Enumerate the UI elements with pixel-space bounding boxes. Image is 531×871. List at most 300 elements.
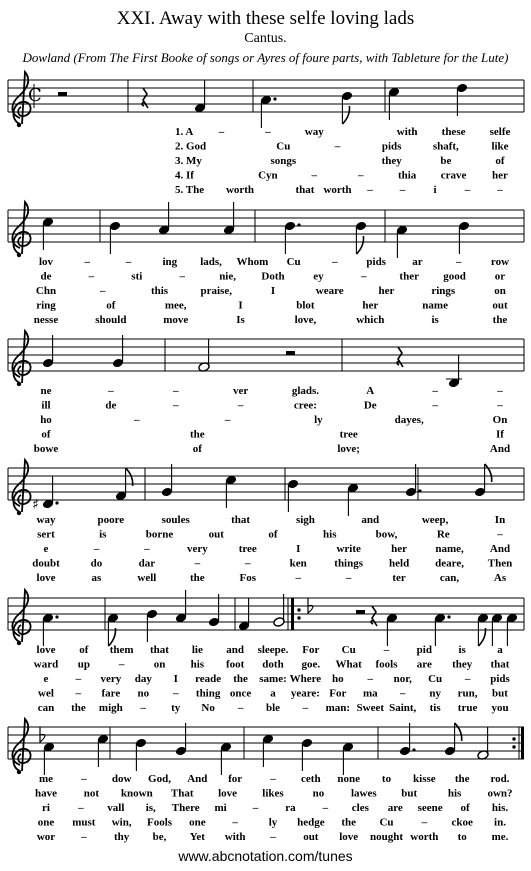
lyric-syllable: likes (262, 787, 284, 800)
lyric-syllable: that (150, 644, 169, 656)
lyric-syllable: no (312, 787, 325, 800)
repeat-dot (297, 608, 300, 611)
lyric-syllable: lov (38, 256, 54, 268)
lyric-syllable: I (238, 299, 243, 312)
lyric-syllable: reade (195, 673, 222, 685)
lyric-syllable: out (303, 831, 319, 843)
lyric-syllable: mi (214, 802, 227, 814)
lyric-syllable: to (457, 831, 467, 843)
lyric-syllable: e (43, 673, 49, 685)
note-flag (455, 723, 462, 741)
note-dot (412, 748, 415, 751)
lyric-syllable: move (163, 314, 189, 326)
lyric-syllable: i (433, 184, 437, 196)
lyric-syllable: a (497, 644, 503, 656)
quarter-rest (371, 606, 377, 626)
lyric-syllable: – (432, 385, 438, 397)
lyric-syllable: way (304, 126, 324, 138)
note-flag (356, 236, 363, 254)
lyric-syllable: me. (491, 831, 509, 843)
note-flag (342, 106, 349, 124)
treble-clef-tail (17, 641, 21, 645)
lyric-syllable: lawes (350, 787, 377, 800)
lyric-syllable: I (173, 673, 178, 685)
lyric-syllable: seene (417, 802, 443, 814)
lyric-syllable: but (492, 687, 508, 700)
lyric-syllable: me (38, 773, 54, 785)
lyric-syllable: day (134, 673, 152, 685)
lyric-syllable: and (361, 514, 380, 526)
flat-sign (308, 598, 313, 613)
lyric-syllable: In (494, 514, 506, 526)
lyric-syllable: – (81, 773, 87, 785)
lyric-syllable: ma (362, 687, 378, 700)
lyric-syllable: the (233, 673, 248, 685)
repeat-dot (512, 737, 515, 740)
lyric-syllable: – (399, 687, 406, 700)
note-dot (418, 489, 421, 492)
lyric-syllable: or (494, 270, 506, 283)
lyric-syllable: ring (36, 299, 56, 312)
lyric-syllable: Doth (261, 270, 285, 283)
lyric-syllable: – (345, 572, 352, 584)
half-rest (286, 351, 295, 355)
lyric-syllable: a (270, 687, 276, 700)
lyric-syllable: pids (366, 256, 386, 268)
lyric-syllable: ther (399, 270, 419, 283)
lyric-syllable: pid (416, 644, 432, 656)
lyric-syllable: own? (487, 787, 513, 800)
lyric-syllable: 1. A (175, 126, 194, 138)
repeat-thick-bar (291, 598, 294, 630)
lyric-syllable: Whom (236, 256, 269, 268)
lyric-syllable: they (452, 658, 473, 671)
lyric-syllable: Fools (146, 816, 173, 829)
lyric-syllable: I (296, 543, 301, 555)
lyric-syllable: Chn (35, 285, 57, 297)
lyric-syllable: but (401, 787, 418, 800)
quarter-rest (397, 347, 403, 367)
lyric-syllable: must (72, 816, 96, 829)
lyric-syllable: tree (339, 428, 358, 441)
lyric-syllable: wor (36, 831, 56, 843)
lyric-syllable: of (460, 802, 470, 814)
treble-clef-tail (17, 770, 21, 774)
lyric-syllable: – (224, 414, 231, 426)
lyric-syllable: migh (98, 702, 123, 714)
lyric-syllable: On (492, 414, 508, 426)
lyric-syllable: his (190, 658, 205, 671)
lyric-syllable: – (78, 802, 84, 814)
note-dot (273, 97, 276, 100)
lyric-syllable: on (153, 658, 166, 671)
lyric-syllable: ver (232, 385, 249, 397)
part-name: Cantus. (244, 31, 287, 46)
note-dot (55, 615, 58, 618)
lyric-syllable: God, (148, 773, 171, 785)
note-dot (447, 615, 450, 618)
lyric-syllable: one (37, 816, 55, 829)
lyric-syllable: to (381, 773, 392, 785)
lyric-syllable: borne (145, 528, 174, 541)
lyric-syllable: ly (268, 816, 278, 829)
lyric-syllable: is (458, 644, 466, 656)
tune-title: XXI. Away with these selfe loving lads (116, 8, 415, 29)
lyric-syllable: blot (296, 299, 315, 312)
treble-clef-tail (17, 511, 21, 515)
lyric-syllable: – (497, 184, 503, 196)
lyric-syllable: name, (435, 543, 464, 555)
treble-clef-tail (17, 253, 21, 257)
lyric-syllable: – (252, 802, 259, 814)
lyric-syllable: What (335, 658, 362, 671)
repeat-dot (512, 745, 515, 748)
lyric-syllable: ward (33, 658, 59, 671)
lyric-syllable: weep, (421, 514, 449, 526)
lyric-syllable: – (93, 543, 100, 555)
lyric-syllable: her (391, 543, 408, 555)
treble-clef-tail (17, 382, 21, 386)
lyric-syllable: that (231, 514, 251, 526)
lyric-syllable: the (189, 428, 205, 441)
lyric-syllable: write (336, 543, 361, 555)
lyric-syllable: dar (138, 557, 156, 570)
lyric-syllable: worth (323, 184, 352, 196)
lyric-syllable: cles (351, 802, 369, 814)
lyric-syllable: de (105, 399, 117, 412)
lyric-syllable: Cu (379, 816, 394, 829)
lyric-syllable: I (270, 285, 276, 297)
lyric-syllable: 5. The (175, 184, 205, 196)
lyric-syllable: no (137, 687, 150, 700)
lyric-syllable: worth (225, 184, 255, 196)
footer-url[interactable]: www.abcnotation.com/tunes (178, 848, 353, 864)
lyric-syllable: can, (439, 572, 460, 584)
lyric-syllable: – (361, 270, 367, 283)
lyric-syllable: of (41, 428, 51, 441)
repeat-dot (297, 616, 300, 619)
lyric-syllable: Cu (286, 256, 301, 268)
lyric-syllable: same: (259, 673, 287, 685)
lyric-syllable: – (270, 831, 276, 843)
lyric-syllable: And (489, 443, 511, 455)
lyric-syllable: his (323, 528, 337, 541)
lyric-syllable: deare, (435, 557, 464, 570)
lyric-syllable: dayes, (394, 414, 424, 426)
lyric-syllable: – (140, 702, 147, 714)
staff-system-5 (8, 590, 524, 714)
lyric-syllable: the (189, 572, 205, 584)
lyric-syllable: Fos (239, 572, 257, 584)
lyric-syllable: hedge (297, 816, 325, 829)
lyric-syllable: dow (111, 773, 132, 785)
lyric-syllable: Cu (276, 140, 291, 153)
lyric-syllable: rod. (490, 773, 510, 785)
staff-system-4 (8, 460, 524, 584)
lyric-syllable: of (79, 644, 89, 656)
half-rest (356, 610, 365, 614)
staff-system-1 (8, 72, 524, 196)
lyric-syllable: songs (270, 155, 297, 167)
lyric-syllable: ken (289, 557, 307, 570)
lyric-syllable: nesse (33, 314, 59, 326)
lyric-syllable: rings (431, 285, 456, 297)
lyric-syllable: Is (236, 314, 245, 326)
lyric-syllable: 3. My (175, 155, 202, 167)
lyric-syllable: is (99, 528, 107, 541)
lyric-syllable: name (422, 299, 448, 312)
lyric-syllable: 4. If (175, 169, 194, 182)
lyric-syllable: – (81, 831, 87, 843)
lyric-syllable: have (35, 787, 57, 800)
lyric-syllable: 2. God (175, 140, 207, 153)
lyric-syllable: which (356, 314, 385, 326)
lyric-syllable: with (224, 831, 246, 843)
lyric-syllable: crave (440, 169, 467, 182)
lyric-syllable: – (179, 270, 185, 283)
note-flag (485, 464, 492, 482)
lyric-syllable: Yet (189, 831, 205, 843)
lyric-syllable: for (228, 773, 243, 785)
note-flag (126, 468, 133, 486)
lyric-syllable: very (100, 673, 122, 685)
lyric-syllable: For (302, 644, 320, 656)
lyric-syllable: Re (436, 528, 450, 541)
lyric-syllable: – (172, 385, 179, 397)
lyric-syllable: ra (285, 802, 296, 814)
lyric-syllable: For (329, 687, 347, 700)
lyric-syllable: Where (289, 673, 322, 685)
lyric-syllable: doubt (32, 557, 60, 570)
lyric-syllable: out (492, 299, 508, 312)
lyric-syllable: not (83, 787, 100, 800)
lyric-syllable: And (187, 773, 208, 785)
lyric-syllable: true (457, 702, 478, 714)
lyric-syllable: – (295, 572, 301, 584)
lyric-syllable: run, (457, 687, 478, 700)
lyric-syllable: e (43, 543, 49, 555)
lyric-syllable: this (150, 285, 169, 297)
lyric-syllable: – (84, 256, 91, 268)
lyric-syllable: tree (238, 543, 257, 555)
lyric-syllable: – (455, 256, 462, 268)
lyric-syllable: as (91, 572, 102, 584)
lyric-syllable: pids (381, 140, 402, 153)
lyric-syllable: that (490, 658, 510, 671)
quarter-rest (142, 88, 148, 108)
lyric-syllable: sigh (295, 514, 315, 526)
lyric-syllable: well (137, 572, 157, 584)
lyric-syllable: is, (145, 802, 156, 814)
staff-system-6 (8, 719, 524, 843)
lyric-syllable: – (265, 126, 271, 138)
lyric-syllable: Saint, (389, 702, 417, 714)
lyric-syllable: There (171, 802, 200, 814)
lyric-syllable: – (367, 184, 373, 196)
lyric-syllable: – (194, 557, 201, 570)
lyric-syllable: once (229, 687, 252, 700)
lyric-syllable: – (237, 399, 244, 412)
lyric-syllable: – (302, 702, 309, 714)
lyric-syllable: bow, (375, 528, 398, 541)
note-dot (55, 501, 58, 504)
lyric-syllable: A (366, 385, 375, 397)
lyric-syllable: nie, (219, 270, 237, 283)
note-flag (478, 628, 485, 646)
lyric-syllable: known (120, 787, 153, 800)
lyric-syllable: No (201, 702, 215, 714)
lyric-syllable: love, (294, 314, 317, 326)
lyric-syllable: ckoe (451, 816, 473, 829)
lyric-syllable: – (464, 673, 471, 685)
lyric-syllable: ho (332, 673, 344, 685)
composer-source: Dowland (From The First Booke of songs or Ayres of foure parts, with Tableture for the Lute) (22, 50, 509, 65)
lyric-syllable: – (245, 557, 251, 570)
lyric-syllable: – (421, 816, 428, 829)
lyric-syllable: pids (490, 673, 510, 685)
lyric-syllable: is (431, 314, 439, 326)
lyric-syllable: – (88, 270, 95, 283)
time-signature: C (28, 85, 42, 106)
lyric-syllable: very (186, 543, 208, 555)
lyric-syllable: fare (101, 687, 121, 700)
lyric-syllable: the (454, 773, 470, 785)
half-rest (58, 92, 67, 96)
lyric-syllable: they (381, 155, 402, 167)
lyric-syllable: – (172, 399, 179, 412)
lyric-syllable: the (341, 816, 357, 829)
lyric-syllable: – (144, 543, 150, 555)
lyric-syllable: row (490, 256, 510, 268)
lyric-syllable: on (494, 285, 506, 297)
lyric-syllable: worth (410, 831, 439, 843)
lyric-syllable: her (378, 285, 395, 297)
lyric-syllable: of (268, 528, 278, 541)
lyric-syllable: the (492, 314, 508, 326)
lyric-syllable: – (497, 385, 503, 397)
lyric-syllable: – (497, 399, 503, 412)
lyric-syllable: – (75, 673, 82, 685)
lyric-syllable: nought (369, 831, 404, 843)
lyric-syllable: good (443, 270, 466, 283)
lyric-syllable: like (491, 140, 509, 153)
lyric-syllable: none (337, 773, 360, 785)
lyric-syllable: praise, (200, 285, 232, 297)
lyric-syllable: sert (37, 528, 55, 541)
lyric-syllable: – (134, 414, 140, 426)
lyric-syllable: foot (226, 658, 245, 671)
lyric-syllable: – (237, 702, 244, 714)
lyric-syllable: shaft, (432, 140, 459, 153)
lyric-syllable: these (441, 126, 466, 138)
lyric-syllable: Cyn (258, 169, 278, 182)
lyric-syllable: – (100, 285, 106, 297)
lyric-syllable: – (108, 385, 114, 397)
lyric-syllable: and (226, 644, 245, 656)
lyric-syllable: – (118, 658, 125, 671)
lyric-syllable: – (270, 773, 276, 785)
lyric-syllable: Cu (428, 673, 443, 685)
lyric-syllable: love (218, 787, 238, 800)
lyric-syllable: soules (161, 514, 190, 526)
lyric-syllable: of (106, 299, 116, 312)
lyric-syllable: lie (191, 644, 203, 656)
lyric-syllable: way (36, 514, 56, 526)
lyric-syllable: sti (131, 270, 143, 283)
lyric-syllable: be, (152, 831, 167, 843)
lyric-syllable: – (311, 169, 318, 182)
lyric-syllable: his (447, 787, 462, 800)
lyric-syllable: ne (40, 385, 52, 397)
lyric-syllable: poore (97, 514, 125, 526)
lyric-syllable: doth (262, 658, 284, 671)
lyric-syllable: the (71, 702, 86, 714)
lyric-syllable: Cu (341, 644, 356, 656)
lyric-syllable: are (387, 802, 403, 814)
lyric-syllable: mee, (164, 299, 187, 312)
lyric-syllable: thy (114, 831, 130, 843)
lyric-syllable: ri (42, 802, 50, 814)
lyric-syllable: selfe (489, 126, 511, 138)
lyric-syllable: you (491, 702, 509, 714)
lyric-syllable: – (322, 802, 329, 814)
lyric-syllable: wel (38, 687, 54, 700)
lyric-syllable: – (497, 528, 503, 541)
lyric-syllable: nor, (393, 673, 412, 685)
lyric-syllable: yeare: (290, 687, 320, 700)
final-thick-bar (521, 727, 524, 759)
lyric-syllable: Then (487, 557, 513, 570)
lyric-syllable: – (218, 126, 225, 138)
lyric-syllable: – (367, 673, 374, 685)
lyric-syllable: goe. (301, 658, 321, 671)
lyric-syllable: thing (195, 687, 221, 700)
lyric-syllable: glads. (291, 385, 320, 397)
lyric-syllable: his. (491, 802, 509, 814)
lyric-syllable: – (172, 687, 179, 700)
lyric-syllable: one (189, 816, 206, 829)
lyric-syllable: de (40, 270, 52, 283)
lyric-syllable: sleepe. (257, 644, 289, 656)
lyric-syllable: ble (265, 702, 281, 714)
lyric-syllable: ter (392, 572, 406, 584)
lyric-syllable: love (36, 572, 56, 584)
lyric-syllable: Sweet (356, 702, 385, 714)
lyric-syllable: ar (412, 256, 423, 268)
lyric-syllable: – (432, 399, 438, 412)
lyric-syllable: be (440, 155, 452, 167)
lyric-syllable: are (416, 658, 432, 671)
lyric-syllable: man: (325, 702, 351, 714)
lyric-syllable: cree: (293, 399, 317, 412)
lyric-syllable: – (383, 644, 390, 656)
lyric-syllable: ey (313, 270, 324, 283)
lyric-syllable: – (334, 140, 341, 153)
staff-system-2 (8, 202, 524, 326)
lyric-syllable: ly (314, 414, 323, 426)
lyric-syllable: win, (111, 816, 132, 829)
lyric-syllable: – (399, 184, 406, 196)
lyric-syllable: do (90, 557, 103, 570)
lyric-syllable: with (396, 126, 418, 138)
lyric-syllable: ceth (301, 773, 321, 785)
lyric-syllable: bowe (33, 443, 59, 455)
lyric-syllable: of (192, 443, 202, 455)
note-dot (297, 223, 300, 226)
lyric-syllable: in. (494, 816, 506, 829)
lyric-syllable: should (95, 314, 127, 326)
lyric-syllable: That (170, 787, 194, 800)
